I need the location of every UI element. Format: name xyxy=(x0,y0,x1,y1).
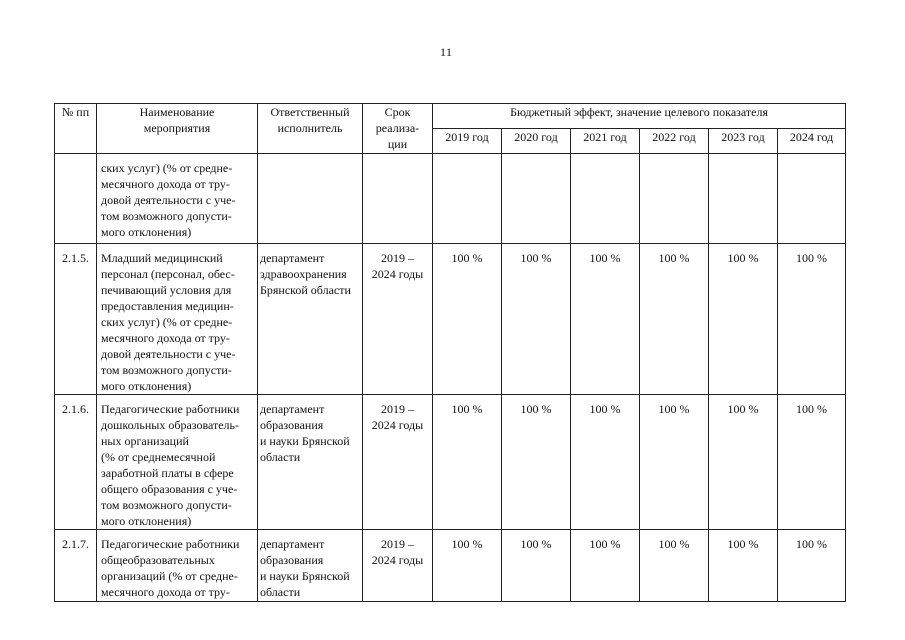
header-year: 2024 год xyxy=(778,129,846,154)
header-responsible: Ответственный исполнитель xyxy=(258,104,363,154)
row-responsible: департамент образования и науки Брянской области xyxy=(258,530,363,602)
row-value xyxy=(433,154,502,244)
row-value: 100 % xyxy=(433,395,502,530)
row-number xyxy=(55,154,97,244)
row-value: 100 % xyxy=(709,530,778,602)
row-value: 100 % xyxy=(571,530,640,602)
row-name: ских услуг) (% от средне- месячного дохода от тру- довой деятельности с уче- том возможного допусти- мого отклонения) xyxy=(97,154,258,244)
row-name: Младший медицинский персонал (персонал, обес- печивающий условия для предоставления медицин- ских услуг) (% от средне- месячного дохода от тру- довой деятельности с уче- том возможного допусти- мого отклонения) xyxy=(97,244,258,395)
row-name: Педагогические работники дошкольных образователь- ных организаций (% от среднемесячной заработной платы в сфере общего образования с уче- том возможного допусти- мого отклонения) xyxy=(97,395,258,530)
row-value: 100 % xyxy=(571,244,640,395)
row-term: 2019 – 2024 годы xyxy=(363,395,433,530)
row-value xyxy=(709,154,778,244)
row-value: 100 % xyxy=(433,244,502,395)
row-value xyxy=(571,154,640,244)
header-year: 2019 год xyxy=(433,129,502,154)
row-value: 100 % xyxy=(709,395,778,530)
row-number: 2.1.6. xyxy=(55,395,97,530)
row-value: 100 % xyxy=(502,244,571,395)
row-term: 2019 – 2024 годы xyxy=(363,530,433,602)
header-year: 2020 год xyxy=(502,129,571,154)
header-budget-effect: Бюджетный эффект, значение целевого показателя xyxy=(433,104,846,129)
table-row xyxy=(55,395,846,530)
table-row xyxy=(55,244,846,395)
row-value: 100 % xyxy=(433,530,502,602)
row-number: 2.1.7. xyxy=(55,530,97,602)
budget-effect-table xyxy=(54,103,846,602)
header-year: 2021 год xyxy=(571,129,640,154)
row-number: 2.1.5. xyxy=(55,244,97,395)
row-value: 100 % xyxy=(640,395,709,530)
row-value xyxy=(502,154,571,244)
row-value: 100 % xyxy=(778,244,846,395)
row-name: Педагогические работники общеобразовательных организаций (% от средне- месячного дохода от тру- xyxy=(97,530,258,602)
table-row xyxy=(55,530,846,602)
header-num: № пп xyxy=(55,104,97,154)
header-year: 2022 год xyxy=(640,129,709,154)
row-responsible: департамент образования и науки Брянской области xyxy=(258,395,363,530)
header-name: Наименование мероприятия xyxy=(97,104,258,154)
row-value: 100 % xyxy=(502,395,571,530)
row-responsible: департамент здравоохранения Брянской области xyxy=(258,244,363,395)
header-term: Срок реализа- ции xyxy=(363,104,433,154)
row-value: 100 % xyxy=(502,530,571,602)
row-responsible xyxy=(258,154,363,244)
row-value xyxy=(640,154,709,244)
header-year: 2023 год xyxy=(709,129,778,154)
row-value: 100 % xyxy=(778,530,846,602)
row-value: 100 % xyxy=(640,244,709,395)
row-value: 100 % xyxy=(709,244,778,395)
row-value: 100 % xyxy=(640,530,709,602)
table-row xyxy=(55,154,846,244)
row-term: 2019 – 2024 годы xyxy=(363,244,433,395)
page-number: 11 xyxy=(440,45,453,59)
row-value: 100 % xyxy=(571,395,640,530)
row-value: 100 % xyxy=(778,395,846,530)
row-term xyxy=(363,154,433,244)
row-value xyxy=(778,154,846,244)
